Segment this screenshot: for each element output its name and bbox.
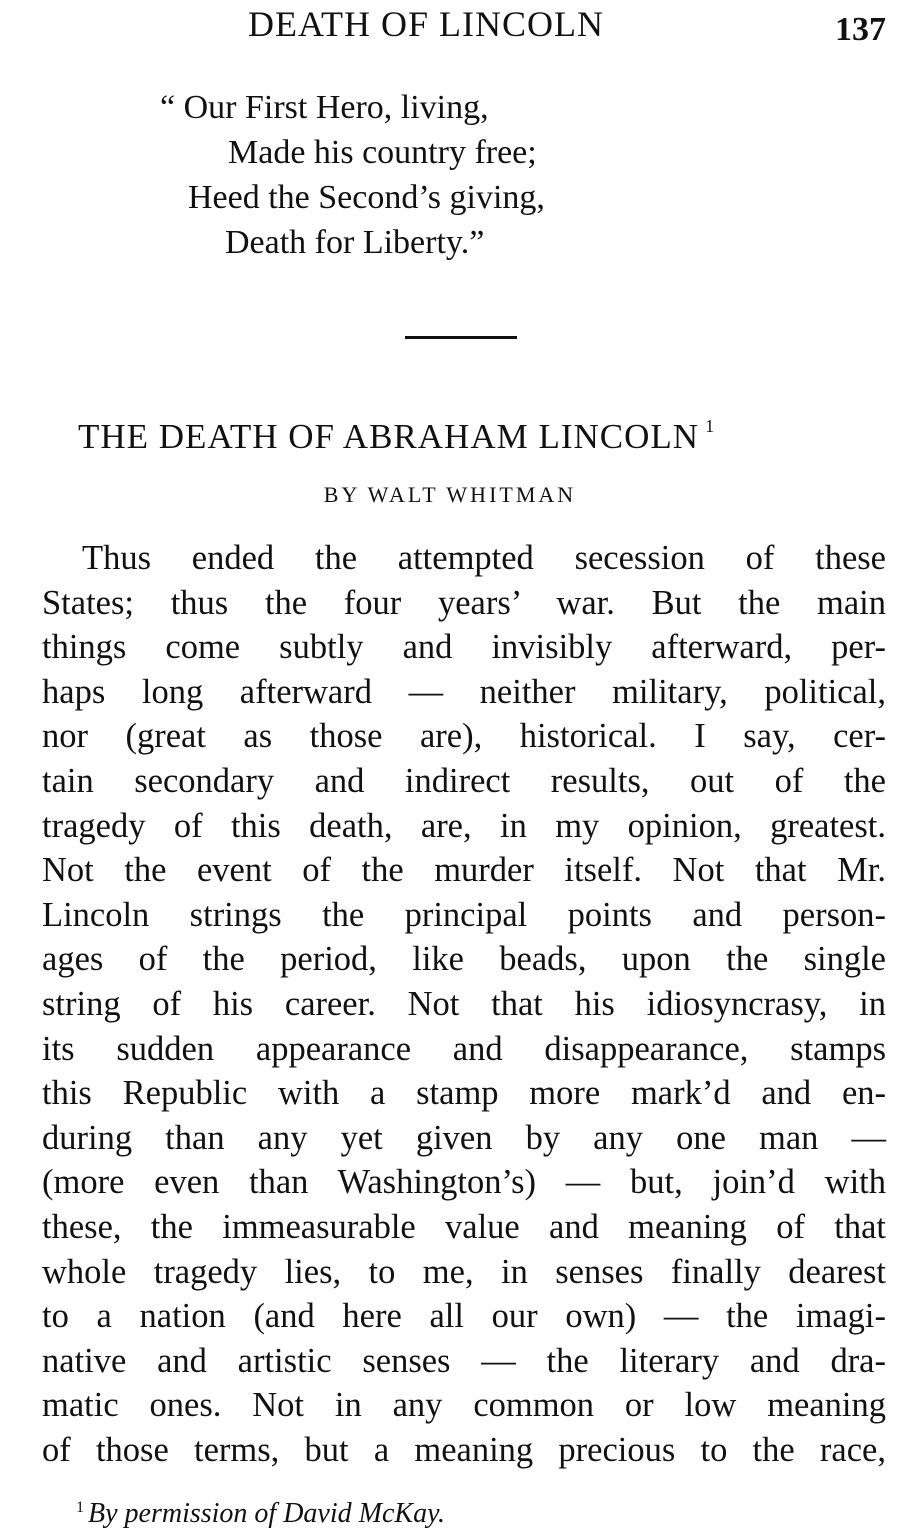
body-line: whole tragedy lies, to me, in senses finally dearest <box>42 1252 886 1291</box>
body-line: Lincoln strings the principal points and person- <box>42 895 886 934</box>
body-line: things come subtly and invisibly afterward, per- <box>42 628 886 667</box>
body-line: Thus ended the attempted secession of these <box>82 539 886 577</box>
section-divider <box>405 336 517 339</box>
article-body <box>42 536 886 1472</box>
body-line: to a nation (and here all our own) — the imagi- <box>42 1297 886 1336</box>
byline: BY WALT WHITMAN <box>323 482 577 507</box>
footnote-text: By permission of David McKay. <box>88 1498 445 1529</box>
body-line: native and artistic senses — the literary and dra- <box>42 1341 886 1380</box>
article-title <box>78 404 715 459</box>
footnote-marker: 1 <box>76 1499 84 1516</box>
body-line: matic ones. Not in any common or low meaning <box>42 1386 886 1425</box>
article-title-text: THE DEATH OF ABRAHAM LINCOLN <box>78 417 700 456</box>
footnote-reference: 1 <box>705 416 716 436</box>
body-line: during than any yet given by any one man — <box>42 1118 886 1157</box>
body-line: of those terms, but a meaning precious to the race, <box>42 1430 886 1469</box>
body-line: Not the event of the murder itself. Not that Mr. <box>42 851 886 890</box>
body-line: these, the immeasurable value and meaning of that <box>42 1207 886 1246</box>
verse-line: Made his country free; <box>228 134 537 171</box>
body-line: haps long afterward — neither military, political, <box>42 672 886 711</box>
verse-line: Heed the Second’s giving, <box>188 179 545 216</box>
body-line: tain secondary and indirect results, out of the <box>42 761 886 800</box>
verse-line: Death for Liberty.” <box>225 224 485 261</box>
body-line: this Republic with a stamp more mark’d and en- <box>42 1074 886 1113</box>
body-line: ages of the period, like beads, upon the single <box>42 940 886 979</box>
body-line: (more even than Washington’s) — but, join’d with <box>42 1163 886 1202</box>
body-line: States; thus the four years’ war. But the main <box>42 583 886 622</box>
body-line: tragedy of this death, are, in my opinion, greatest. <box>42 806 886 845</box>
page-number: 137 <box>835 11 886 48</box>
body-line: its sudden appearance and disappearance, stamps <box>42 1029 886 1068</box>
footnote <box>76 1490 445 1532</box>
body-line: nor (great as those are), historical. I say, cer- <box>42 717 886 756</box>
verse-line: “ Our First Hero, living, <box>160 89 489 126</box>
body-line: string of his career. Not that his idiosyncrasy, in <box>42 984 886 1023</box>
running-head: DEATH OF LINCOLN <box>248 4 604 44</box>
